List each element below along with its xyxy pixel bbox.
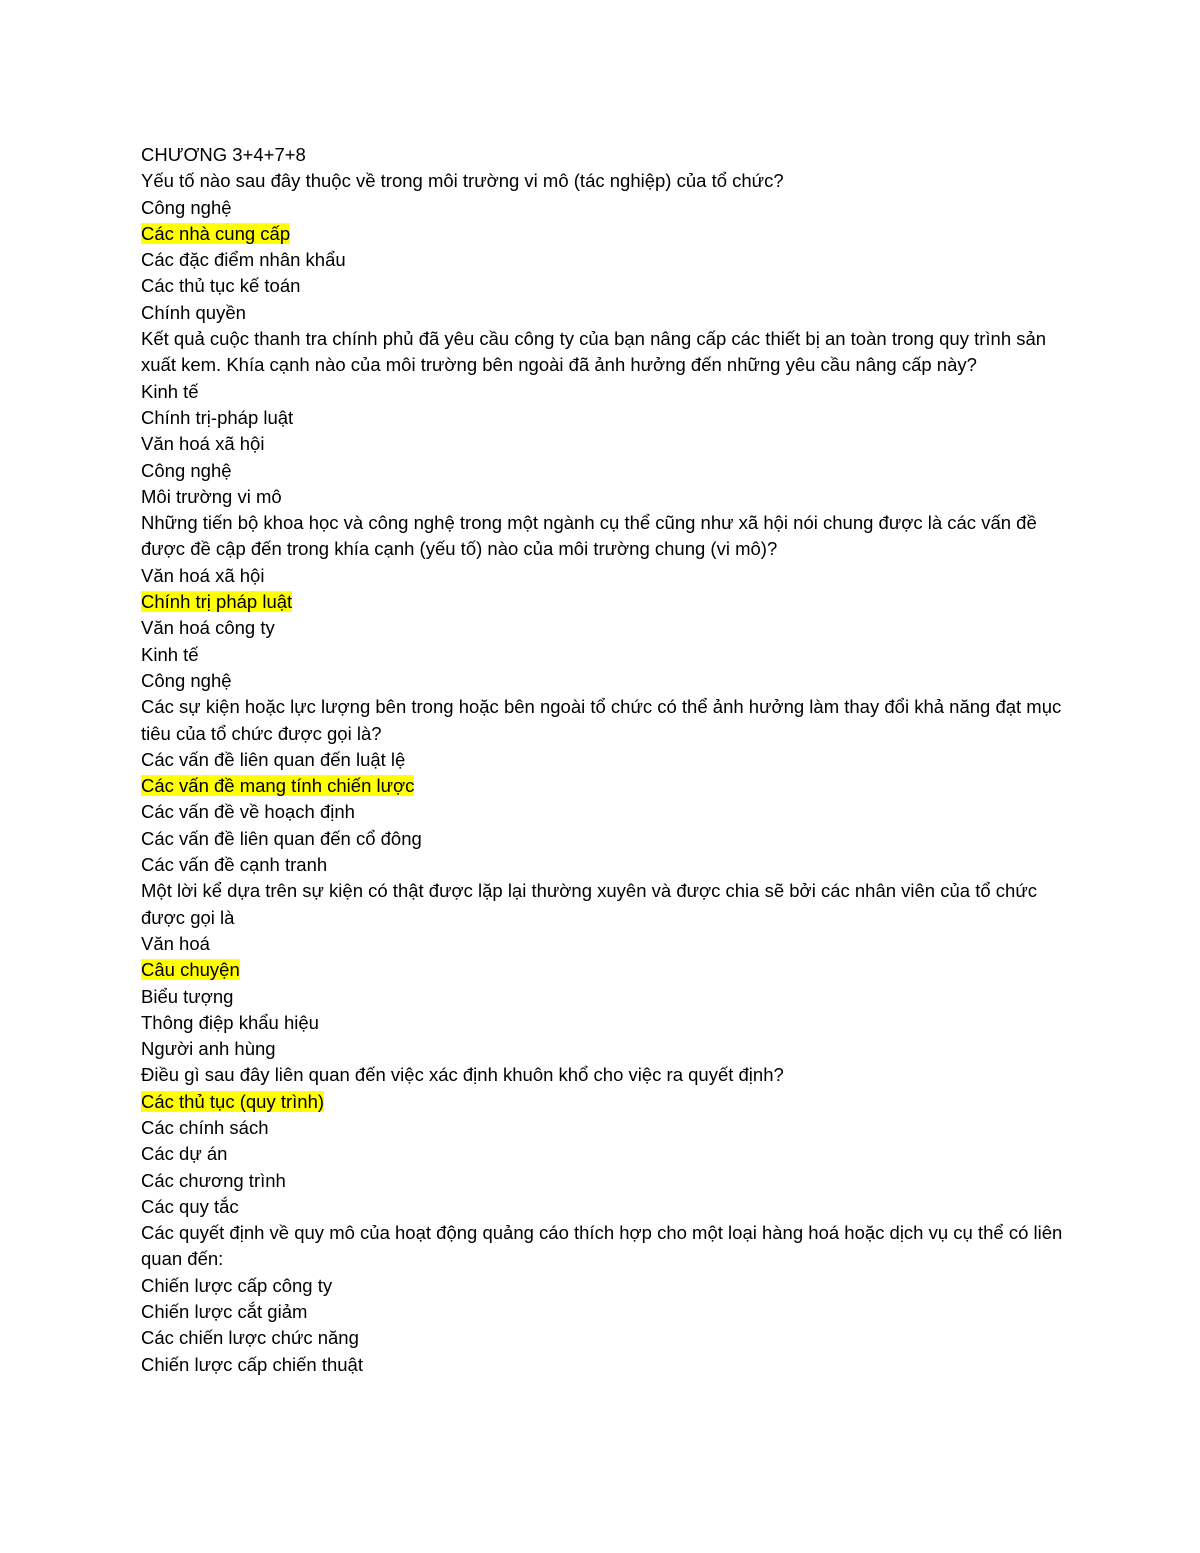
document-line <box>141 589 1071 615</box>
document-line <box>141 747 1071 773</box>
line-text: Người anh hùng <box>141 1038 276 1060</box>
line-text: Chiến lược cấp công ty <box>141 1274 333 1296</box>
document-line <box>141 1115 1071 1141</box>
document-line <box>141 642 1071 668</box>
document-line <box>141 694 1071 747</box>
line-text: Chiến lược cấp chiến thuật <box>141 1353 363 1375</box>
document-line <box>141 1220 1071 1273</box>
highlighted-answer: Các thủ tục (quy trình) <box>141 1090 325 1112</box>
document-line <box>141 1141 1071 1167</box>
document-line <box>141 431 1071 457</box>
document-line <box>141 984 1071 1010</box>
line-text: Các sự kiện hoặc lực lượng bên trong hoặc bên ngoài tổ chức có thể ảnh hưởng làm thay đổi khả năng đạt mục tiêu của tổ chức được gọi là? <box>141 696 1062 744</box>
line-text: Những tiến bộ khoa học và công nghệ trong một ngành cụ thể cũng như xã hội nói chung được là các vấn đề được đề cập đến trong khía cạnh (yếu tố) nào của môi trường chung (vi mô)? <box>141 512 1037 560</box>
highlighted-answer: Các nhà cung cấp <box>141 222 291 244</box>
line-text: Kết quả cuộc thanh tra chính phủ đã yêu cầu công ty của bạn nâng cấp các thiết bị an toàn trong quy trình sản xuất kem. Khía cạnh nào của môi trường bên ngoài đã ảnh hưởng đến những yêu cầu nâng cấp này? <box>141 328 1047 376</box>
document-line <box>141 799 1071 825</box>
document-line <box>141 1036 1071 1062</box>
document-line <box>141 510 1071 563</box>
line-text: Thông điệp khẩu hiệu <box>141 1011 319 1033</box>
document-heading: CHƯƠNG 3+4+7+8 <box>141 144 306 165</box>
document-line <box>141 931 1071 957</box>
line-text: Kinh tế <box>141 643 199 665</box>
document-line <box>141 1273 1071 1299</box>
document-line <box>141 1168 1071 1194</box>
line-text: Chính quyền <box>141 301 246 323</box>
line-text: Kinh tế <box>141 380 199 402</box>
line-text: Chính trị-pháp luật <box>141 406 294 428</box>
line-text: Các đặc điểm nhân khẩu <box>141 249 346 271</box>
document-line <box>141 1352 1071 1378</box>
line-text: Văn hoá xã hội <box>141 433 265 455</box>
document-line <box>141 668 1071 694</box>
document-line <box>141 1062 1071 1088</box>
document-line <box>141 878 1071 931</box>
line-text: Các vấn đề liên quan đến luật lệ <box>141 748 406 770</box>
document-line <box>141 1010 1071 1036</box>
line-text: Văn hoá xã hội <box>141 564 265 586</box>
highlighted-answer: Câu chuyện <box>141 959 240 981</box>
line-text: Các chính sách <box>141 1116 269 1138</box>
line-text: Điều gì sau đây liên quan đến việc xác định khuôn khổ cho việc ra quyết định? <box>141 1064 784 1086</box>
line-text: Các vấn đề về hoạch định <box>141 801 355 823</box>
document-line <box>141 300 1071 326</box>
document-line <box>141 826 1071 852</box>
document-line <box>141 1299 1071 1325</box>
document-line <box>141 379 1071 405</box>
document-line <box>141 1089 1071 1115</box>
line-text: Môi trường vi mô <box>141 485 282 507</box>
document-line <box>141 273 1071 299</box>
document-line <box>141 852 1071 878</box>
line-text: Các dự án <box>141 1143 228 1165</box>
line-text: Các chương trình <box>141 1169 286 1191</box>
document-line <box>141 957 1071 983</box>
line-text: Chiến lược cắt giảm <box>141 1301 308 1323</box>
document-line <box>141 563 1071 589</box>
line-text: Các quyết định về quy mô của hoạt động quảng cáo thích hợp cho một loại hàng hoá hoặc dịch vụ cụ thể có liên quan đến: <box>141 1222 1063 1270</box>
line-text: Văn hoá công ty <box>141 617 275 639</box>
line-text: Các quy tắc <box>141 1195 239 1217</box>
document-line <box>141 773 1071 799</box>
document-line <box>141 484 1071 510</box>
document-line <box>141 326 1071 379</box>
document-line <box>141 405 1071 431</box>
line-text: Công nghệ <box>141 196 232 218</box>
document-line <box>141 458 1071 484</box>
document-line <box>141 168 1071 194</box>
document-line <box>141 247 1071 273</box>
highlighted-answer: Chính trị pháp luật <box>141 591 293 613</box>
line-text: Các thủ tục kế toán <box>141 275 301 297</box>
document-line <box>141 615 1071 641</box>
highlighted-answer: Các vấn đề mang tính chiến lược <box>141 775 415 797</box>
document-line <box>141 1325 1071 1351</box>
document-line <box>141 221 1071 247</box>
line-text: Công nghệ <box>141 459 232 481</box>
document-body <box>141 142 1071 1378</box>
line-text: Công nghệ <box>141 669 232 691</box>
line-text: Biểu tượng <box>141 985 234 1007</box>
line-text: Văn hoá <box>141 932 210 954</box>
line-text: Các chiến lược chức năng <box>141 1327 359 1349</box>
line-text: Các vấn đề cạnh tranh <box>141 854 328 876</box>
line-text: Các vấn đề liên quan đến cổ đông <box>141 827 422 849</box>
document-line <box>141 195 1071 221</box>
document-line <box>141 1194 1071 1220</box>
line-text: Một lời kể dựa trên sự kiện có thật được lặp lại thường xuyên và được chia sẽ bởi các nhân viên của tổ chức được gọi là <box>141 880 1037 928</box>
line-text: Yếu tố nào sau đây thuộc về trong môi trường vi mô (tác nghiệp) của tổ chức? <box>141 170 784 192</box>
